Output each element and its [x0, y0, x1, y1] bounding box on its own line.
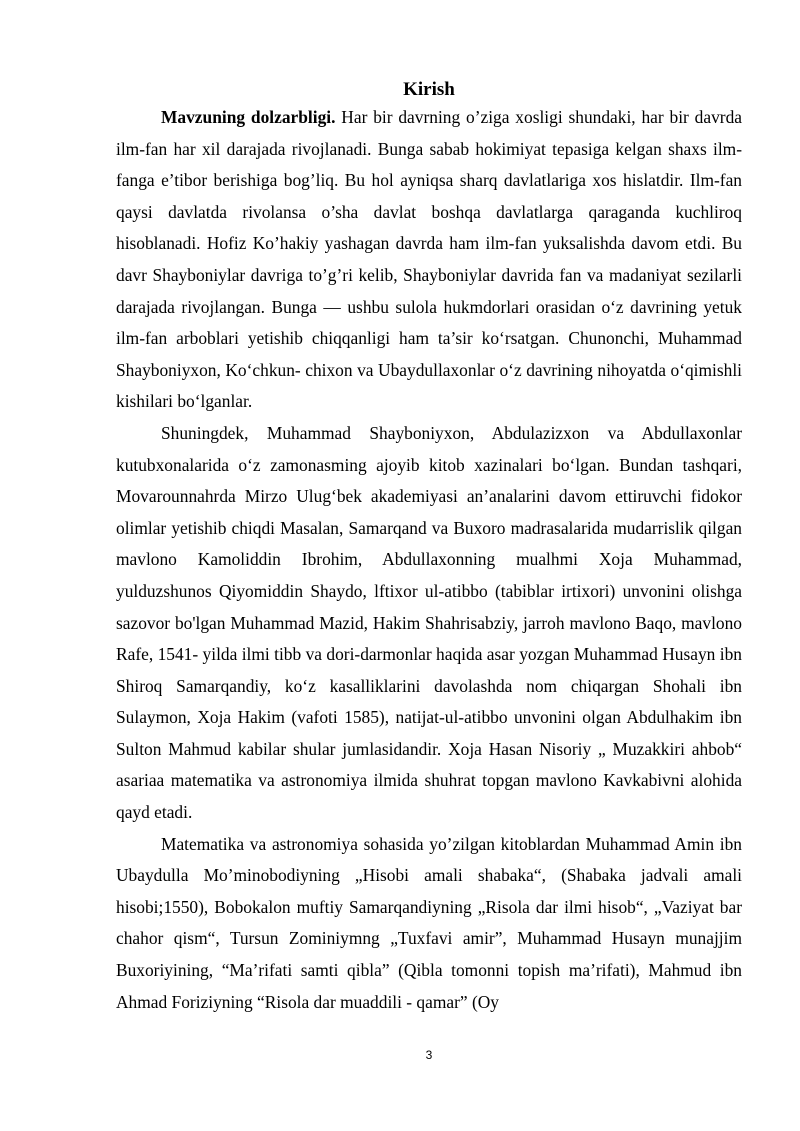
- paragraph-text: Har bir davrning o’ziga xosligi shundaki, har bir davrda ilm-fan har xil darajada rivojlanadi. Bunga sabab hokimiyat tepasiga kelgan shaxs ilm-fanga e’tibor berishiga bog’liq. Bu hol ayniqsa sharq davlatlariga xos hislatdir. Ilm-fan qaysi davlatda rivolansa o’sha davlat boshqa davlatlarga qaraganda kuchliroq hisoblanadi. Hofiz Ko’hakiy yashagan davrda ham ilm-fan yuksalishda davom etdi. Bu davr Shayboniylar davriga to’g’ri kelib, Shayboniylar davrida fan va madaniyat sezilarli darajada rivojlangan. Bunga — ushbu sulola hukmdorlari orasidan o‘z davrining yetuk ilm-fan arboblari yetishib chiqqanligi ham ta’sir ko‘rsatgan. Chunonchi, Muhammad Shayboniyxon, Ko‘chkun- chixon va Ubaydullaxonlar o‘z davrining nihoyatda o‘qimishli kishilari bo‘lganlar.: [116, 107, 742, 412]
- section-title: Kirish: [403, 79, 455, 100]
- paragraph-2: [116, 418, 742, 829]
- paragraph-3: [116, 829, 742, 1019]
- paragraph-lead: Mavzuning dolzarbligi.: [161, 107, 336, 127]
- paragraph-1: [116, 102, 742, 418]
- body-text: [116, 102, 742, 1018]
- paragraph-text: Shuningdek, Muhammad Shayboniyxon, Abdulazizxon va Abdullaxonlar kutubxonalarida o‘z zamonasming ajoyib kitob xazinalari bo‘lgan. Bundan tashqari, Movarounnahrda Mirzo Ulug‘bek akademiyasi an’analarini davom ettiruvchi fidokor olimlar yetishib chiqdi Masalan, Samarqand va Buxoro madrasalarida mudarrislik qilgan mavlono Kamoliddin Ibrohim, Abdullaxonning mualhmi Xoja Muhammad, yulduzshunos Qiyomiddin Shaydo, lftixor ul-atibbo (tabiblar irtixori) unvonini olishga sazovor bo'lgan Muhammad Mazid, Hakim Shahrisabziy, jarroh mavlono Baqo, mavlono Rafe, 1541- yilda ilmi tibb va dori-darmonlar haqida asar yozgan Muhammad Husayn ibn Shiroq Samarqandiy, ko‘z kasalliklarini davolashda nom chiqargan Shohali ibn Sulaymon, Xoja Hakim (vafoti 1585), natijat-ul-atibbo unvonini olgan Abdulhakim ibn Sulton Mahmud kabilar shular jumlasidandir. Xoja Hasan Nisoriy „ Muzakkiri ahbob“ asariaa matematika va astronomiya ilmida shuhrat topgan mavlono Kavkabivni alohida qayd etadi.: [116, 422, 742, 823]
- page-number: 3: [425, 1048, 433, 1062]
- paragraph-text: Matematika va astronomiya sohasida yo’zilgan kitoblardan Muhammad Amin ibn Ubaydulla Mo’minobodiyning „Hisobi amali shabaka“, (Shabaka jadvali amali hisobi;1550), Bobokalon muftiy Samarqandiyning „Risola dar ilmi hisob“, „Vaziyat bar chahor qism“, Tursun Zominiymng „Tuxfavi amir”, Muhammad Husayn munajjim Buxoriyining, “Ma’rifati samti qibla” (Qibla tomonni topish ma’rifati), Mahmud ibn Ahmad Foriziyning “Risola dar muaddili - qamar” (Oy: [116, 833, 742, 1012]
